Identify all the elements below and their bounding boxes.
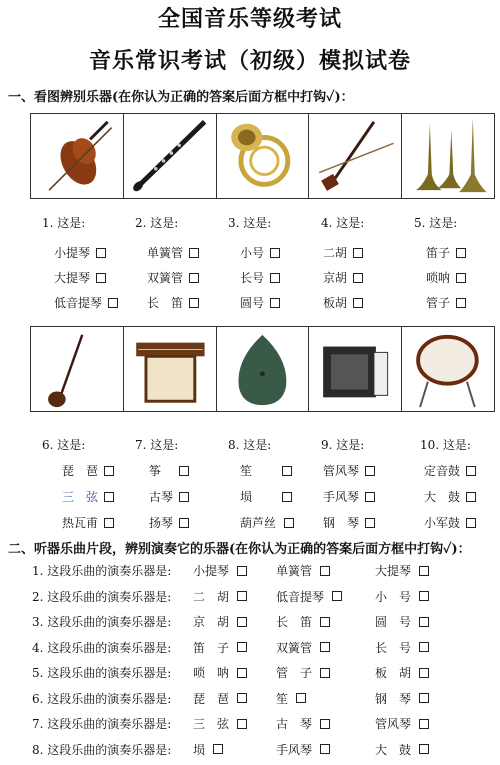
listening-option[interactable]: 手风琴 — [276, 741, 330, 758]
option-trombone[interactable]: 长号 — [240, 269, 280, 286]
checkbox[interactable] — [419, 668, 429, 678]
option-suona[interactable]: 唢呐 — [426, 269, 466, 286]
checkbox[interactable] — [96, 273, 106, 283]
option-piano[interactable]: 钢 琴 — [323, 514, 375, 531]
exam-subtitle: 音乐常识考试（初级）模拟试卷 — [88, 48, 411, 74]
option-guanzi[interactable]: 管子 — [426, 294, 466, 311]
question-10 — [402, 436, 495, 536]
question-8 — [216, 436, 309, 536]
checkbox[interactable] — [189, 248, 199, 258]
checkbox[interactable] — [108, 298, 118, 308]
clarinet-image — [124, 114, 217, 198]
checkbox[interactable] — [237, 668, 247, 678]
section2-heading: 二、听器乐曲片段，辨别演奏它的乐器(在你认为正确的答案后面方框中打钩✓)： — [8, 542, 471, 557]
question-label: 7. 这是: — [135, 438, 179, 452]
checkbox[interactable] — [419, 642, 429, 652]
checkbox[interactable] — [237, 693, 247, 703]
guzheng-image — [124, 327, 217, 411]
listening-option[interactable]: 板 胡 — [375, 664, 429, 681]
option-sanxian[interactable]: 三 弦 — [62, 488, 114, 505]
checkbox[interactable] — [104, 466, 114, 476]
listening-option[interactable]: 三 弦 — [193, 715, 247, 732]
checkbox[interactable] — [270, 298, 280, 308]
question-row-2 — [30, 436, 495, 536]
option-clarinet[interactable]: 单簧管 — [147, 244, 199, 261]
checkbox[interactable] — [320, 719, 330, 729]
option-french-horn[interactable]: 圆号 — [240, 294, 280, 311]
checkbox[interactable] — [320, 566, 330, 576]
checkbox[interactable] — [365, 518, 375, 528]
section1-heading: 一、看图辨别乐器(在你认为正确的答案后面方框中打钩✓)： — [8, 90, 354, 105]
question-label: 9. 这是: — [321, 438, 365, 452]
listening-question-label: 8. 这段乐曲的演奏乐器是: — [32, 742, 172, 757]
option-yangqin[interactable]: 扬琴 — [149, 514, 189, 531]
listening-option[interactable]: 古 琴 — [276, 715, 330, 732]
option-sheng[interactable]: 笙 — [240, 462, 292, 479]
option-pipe-organ[interactable]: 管风琴 — [323, 462, 375, 479]
option-violin[interactable]: 小提琴 — [54, 244, 106, 261]
checkbox[interactable] — [456, 248, 466, 258]
option-pipa[interactable]: 琵 琶 — [62, 462, 114, 479]
question-label: 6. 这是: — [42, 438, 86, 452]
listening-question-label: 7. 这段乐曲的演奏乐器是: — [32, 717, 172, 731]
xun-image — [217, 327, 310, 411]
listening-option[interactable]: 小提琴 — [193, 562, 247, 579]
question-label: 8. 这是: — [228, 438, 272, 452]
checkbox[interactable] — [419, 744, 429, 754]
listening-option[interactable]: 管风琴 — [375, 715, 429, 732]
instrument-images-row-1 — [30, 113, 495, 199]
violin-image — [31, 114, 124, 198]
checkbox[interactable] — [456, 298, 466, 308]
listening-question-label: 4. 这段乐曲的演奏乐器是: — [32, 640, 172, 655]
option-cello[interactable]: 大提琴 — [54, 269, 106, 286]
option-jinghu[interactable]: 京胡 — [323, 269, 363, 286]
question-label: 4. 这是: — [321, 216, 365, 230]
question-4 — [309, 214, 402, 314]
checkbox[interactable] — [296, 693, 306, 703]
checkbox[interactable] — [419, 566, 429, 576]
listening-question-label: 5. 这段乐曲的演奏乐器是: — [32, 666, 172, 680]
checkbox[interactable] — [282, 492, 292, 502]
checkbox[interactable] — [237, 642, 247, 652]
option-hulusi[interactable]: 葫芦丝 — [240, 514, 294, 531]
question-1 — [30, 214, 123, 314]
question-label: 2. 这是: — [135, 216, 179, 230]
checkbox[interactable] — [419, 719, 429, 729]
question-3 — [216, 214, 309, 314]
checkbox[interactable] — [179, 518, 189, 528]
question-7 — [123, 436, 216, 536]
checkbox[interactable] — [466, 492, 476, 502]
checkbox[interactable] — [189, 273, 199, 283]
listening-option[interactable]: 笙 — [276, 690, 306, 707]
listening-option[interactable]: 琵 琶 — [193, 690, 247, 707]
listening-option[interactable]: 管 子 — [276, 664, 330, 681]
checkbox[interactable] — [456, 273, 466, 283]
listening-question-label: 6. 这段乐曲的演奏乐器是: — [32, 691, 172, 706]
checkbox[interactable] — [213, 744, 223, 754]
listening-option[interactable]: 小 号 — [375, 588, 429, 605]
checkbox[interactable] — [466, 466, 476, 476]
checkbox[interactable] — [284, 518, 294, 528]
listening-option[interactable]: 大 鼓 — [375, 741, 429, 758]
question-label: 1. 这是: — [42, 216, 86, 230]
checkbox[interactable] — [353, 248, 363, 258]
checkbox[interactable] — [104, 492, 114, 502]
checkbox[interactable] — [320, 617, 330, 627]
option-guqin[interactable]: 古琴 — [149, 488, 189, 505]
checkbox[interactable] — [179, 492, 189, 502]
listening-question-label: 3. 这段乐曲的演奏乐器是: — [32, 615, 172, 629]
question-label: 10. 这是: — [420, 438, 471, 452]
checkbox[interactable] — [237, 719, 247, 729]
checkbox[interactable] — [189, 298, 199, 308]
option-timpani[interactable]: 定音鼓 — [424, 462, 476, 479]
listening-option[interactable]: 唢 呐 — [193, 664, 247, 681]
option-accordion[interactable]: 手风琴 — [323, 488, 375, 505]
option-bass-drum[interactable]: 大 鼓 — [424, 488, 476, 505]
checkbox[interactable] — [419, 591, 429, 601]
erhu-image — [309, 114, 402, 198]
listening-option[interactable]: 长 笛 — [276, 613, 330, 630]
checkbox[interactable] — [96, 248, 106, 258]
checkbox[interactable] — [270, 248, 280, 258]
option-snare-drum[interactable]: 小军鼓 — [424, 514, 476, 531]
option-zheng[interactable]: 筝 — [149, 462, 189, 479]
checkbox[interactable] — [332, 591, 342, 601]
listening-option[interactable]: 圆 号 — [375, 613, 429, 630]
question-5 — [402, 214, 495, 314]
listening-question-label: 1. 这段乐曲的演奏乐器是: — [32, 564, 172, 578]
checkbox[interactable] — [419, 693, 429, 703]
checkbox[interactable] — [466, 518, 476, 528]
checkbox[interactable] — [365, 492, 375, 502]
checkbox[interactable] — [270, 273, 280, 283]
listening-option[interactable]: 低音提琴 — [276, 588, 342, 605]
listening-question-label: 2. 这段乐曲的演奏乐器是: — [32, 589, 172, 604]
listening-option[interactable]: 双簧管 — [276, 639, 330, 656]
suona-image — [402, 114, 494, 198]
exam-title: 全国音乐等级考试 — [157, 6, 342, 32]
listening-option[interactable]: 二 胡 — [193, 588, 247, 605]
option-flute[interactable]: 长 笛 — [147, 294, 199, 311]
question-label: 5. 这是: — [414, 216, 458, 230]
option-banhu[interactable]: 板胡 — [323, 294, 363, 311]
checkbox[interactable] — [419, 617, 429, 627]
question-row-1 — [30, 214, 495, 314]
listening-option[interactable]: 笛 子 — [193, 639, 247, 656]
listening-option[interactable]: 长 号 — [375, 639, 429, 656]
french-horn-image — [217, 114, 310, 198]
bass-drum-image — [402, 327, 494, 411]
option-double-bass[interactable]: 低音提琴 — [54, 294, 118, 311]
question-9 — [309, 436, 402, 536]
listening-option[interactable]: 京 胡 — [193, 613, 247, 630]
option-xun[interactable]: 埙 — [240, 488, 292, 505]
checkbox[interactable] — [353, 298, 363, 308]
sanxian-image — [31, 327, 124, 411]
question-2 — [123, 214, 216, 314]
checkbox[interactable] — [320, 642, 330, 652]
option-rewap[interactable]: 热瓦甫 — [62, 514, 114, 531]
listening-option[interactable]: 单簧管 — [276, 562, 330, 579]
option-dizi[interactable]: 笛子 — [426, 244, 466, 261]
checkbox[interactable] — [320, 744, 330, 754]
checkbox[interactable] — [282, 466, 292, 476]
checkbox[interactable] — [237, 591, 247, 601]
listening-option[interactable]: 埙 — [193, 741, 223, 758]
instrument-images-row-2 — [30, 326, 495, 412]
checkbox[interactable] — [365, 466, 375, 476]
checkbox[interactable] — [104, 518, 114, 528]
question-6 — [30, 436, 123, 536]
checkbox[interactable] — [237, 617, 247, 627]
listening-option[interactable]: 钢 琴 — [375, 690, 429, 707]
option-erhu[interactable]: 二胡 — [323, 244, 363, 261]
checkbox[interactable] — [179, 466, 189, 476]
checkbox[interactable] — [320, 668, 330, 678]
question-label: 3. 这是: — [228, 216, 272, 230]
option-oboe[interactable]: 双簧管 — [147, 269, 199, 286]
checkbox[interactable] — [353, 273, 363, 283]
listening-option[interactable]: 大提琴 — [375, 562, 429, 579]
option-trumpet[interactable]: 小号 — [240, 244, 280, 261]
accordion-image — [309, 327, 402, 411]
checkbox[interactable] — [237, 566, 247, 576]
